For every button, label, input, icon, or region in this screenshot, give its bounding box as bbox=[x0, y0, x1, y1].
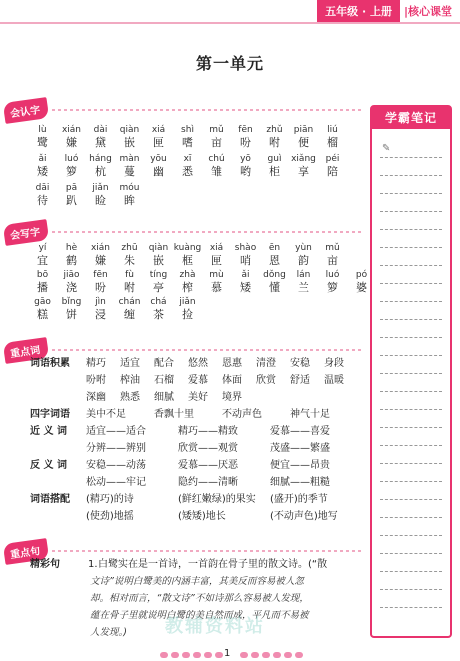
keyword-item: (精巧)的诗 bbox=[86, 494, 134, 505]
section-divider bbox=[52, 349, 364, 351]
hanzi: 吩 bbox=[95, 281, 106, 294]
header-separator: | bbox=[403, 5, 408, 18]
hanzi: 嵌 bbox=[124, 136, 135, 149]
hanzi: 茶 bbox=[153, 308, 164, 321]
char-cell bbox=[57, 269, 86, 295]
hanzi: 咐 bbox=[269, 136, 280, 149]
keyword-item: 茂盛——繁盛 bbox=[270, 443, 330, 454]
char-cell bbox=[202, 153, 231, 179]
keyword-row-label bbox=[30, 440, 86, 457]
hanzi: 箩 bbox=[327, 281, 338, 294]
hanzi: 陪 bbox=[327, 165, 338, 178]
note-line bbox=[380, 607, 442, 608]
keyword-item: 清澄 bbox=[256, 358, 276, 369]
note-line: 却。相对而言，“散文诗”不如诗那么容易被人发现， bbox=[90, 593, 309, 604]
pinyin: zhǔ bbox=[266, 125, 283, 135]
keyword-row-label bbox=[30, 372, 86, 389]
hanzi: 便 bbox=[298, 136, 309, 149]
note-line bbox=[380, 265, 442, 266]
note-line bbox=[380, 211, 442, 212]
pinyin: lán bbox=[296, 270, 311, 280]
keyword-row-label: 反 义 词 bbox=[30, 460, 67, 471]
pinyin: yí bbox=[38, 243, 47, 253]
pinyin: liú bbox=[327, 125, 338, 135]
hanzi: 待 bbox=[37, 194, 48, 207]
keyword-row-label: 词语搭配 bbox=[30, 494, 70, 505]
note-line: 人发现。) bbox=[90, 627, 127, 638]
hanzi: 咐 bbox=[124, 281, 135, 294]
pinyin: yōu bbox=[150, 154, 167, 164]
keyword-row bbox=[30, 355, 362, 372]
section-write bbox=[4, 222, 48, 242]
hanzi: 框 bbox=[182, 254, 193, 267]
hanzi: 恩 bbox=[269, 254, 280, 267]
note-line bbox=[380, 283, 442, 284]
pinyin: gāo bbox=[34, 297, 51, 307]
char-cell bbox=[260, 153, 289, 179]
section-read-tag: 会认字 bbox=[3, 97, 49, 124]
pinyin: mǔ bbox=[325, 243, 340, 253]
char-cell bbox=[28, 296, 57, 322]
pinyin: jiǎn bbox=[92, 183, 109, 193]
char-cell bbox=[144, 296, 173, 322]
pinyin: chán bbox=[118, 297, 141, 307]
char-cell bbox=[144, 242, 173, 268]
char-cell bbox=[86, 269, 115, 295]
char-cell bbox=[115, 182, 144, 208]
sentence-number: 1. bbox=[88, 559, 98, 570]
hanzi: 鹭 bbox=[37, 136, 48, 149]
hanzi: 睑 bbox=[95, 194, 106, 207]
char-row bbox=[28, 296, 202, 322]
char-row bbox=[28, 124, 347, 150]
pinyin: xiǎng bbox=[291, 154, 316, 164]
pinyin: xiá bbox=[151, 125, 166, 135]
char-cell bbox=[115, 242, 144, 268]
char-cell bbox=[173, 269, 202, 295]
keywords-block bbox=[30, 355, 362, 525]
char-row bbox=[28, 269, 376, 295]
keyword-item: 精巧——精致 bbox=[178, 426, 238, 437]
pinyin: luó bbox=[325, 270, 340, 280]
keyword-item: 细腻——粗糙 bbox=[270, 477, 330, 488]
note-line bbox=[380, 535, 442, 536]
keyword-item: 美中不足 bbox=[86, 409, 126, 420]
note-line: 文诗”说明白鹭美的内涵丰富，其美反而容易被人忽 bbox=[90, 576, 304, 587]
keyword-row-label bbox=[30, 389, 86, 406]
pinyin: chá bbox=[150, 297, 167, 307]
hanzi: 捡 bbox=[182, 308, 193, 321]
sentence-text: 白鹭实在是一首诗，一首韵在骨子里的散文诗。(“散 bbox=[98, 559, 328, 570]
hanzi: 享 bbox=[298, 165, 309, 178]
hanzi: 哨 bbox=[240, 254, 251, 267]
pinyin: shào bbox=[234, 243, 257, 253]
char-cell bbox=[57, 296, 86, 322]
hanzi: 吩 bbox=[240, 136, 251, 149]
keyword-item: (不动声色)地写 bbox=[270, 511, 338, 522]
keyword-row-label bbox=[30, 508, 86, 525]
notes-sidebar bbox=[370, 105, 452, 638]
keyword-item: 适宜 bbox=[120, 358, 140, 369]
hanzi: 浸 bbox=[95, 308, 106, 321]
hanzi: 矮 bbox=[37, 165, 48, 178]
char-cell bbox=[115, 269, 144, 295]
char-cell bbox=[173, 153, 202, 179]
section-divider bbox=[52, 550, 364, 552]
keyword-item: 安稳——动荡 bbox=[86, 460, 146, 471]
pinyin: ǎi bbox=[241, 270, 250, 280]
note-line bbox=[380, 175, 442, 176]
char-cell bbox=[231, 269, 260, 295]
note-line bbox=[380, 193, 442, 194]
char-cell bbox=[28, 153, 57, 179]
char-cell bbox=[202, 124, 231, 150]
keyword-item: 松动——牢记 bbox=[86, 477, 146, 488]
note-line bbox=[380, 409, 442, 410]
hanzi: 矮 bbox=[240, 281, 251, 294]
keyword-item: 欣赏 bbox=[256, 375, 276, 386]
pinyin: xián bbox=[90, 243, 111, 253]
keyword-item: 细腻 bbox=[154, 392, 174, 403]
page-dots-left bbox=[160, 652, 223, 658]
keyword-item: 分辨——辨别 bbox=[86, 443, 146, 454]
hanzi: 箩 bbox=[66, 165, 77, 178]
keyword-row bbox=[30, 406, 362, 423]
char-cell bbox=[173, 242, 202, 268]
pinyin: mù bbox=[209, 270, 224, 280]
pinyin: fēn bbox=[238, 125, 253, 135]
pinyin: yō bbox=[240, 154, 251, 164]
pinyin: luó bbox=[64, 154, 79, 164]
pinyin: piān bbox=[293, 125, 314, 135]
pinyin: tíng bbox=[149, 270, 168, 280]
keyword-item: 欣赏——观赏 bbox=[178, 443, 238, 454]
section-sentences-tag: 重点句 bbox=[3, 538, 49, 565]
keyword-item: 身段 bbox=[324, 358, 344, 369]
pinyin: dài bbox=[93, 125, 108, 135]
note-line bbox=[380, 499, 442, 500]
keyword-item: 神气十足 bbox=[290, 409, 330, 420]
char-cell bbox=[289, 269, 318, 295]
pinyin: ēn bbox=[268, 243, 281, 253]
hanzi: 糕 bbox=[37, 308, 48, 321]
hanzi: 懂 bbox=[269, 281, 280, 294]
pinyin: xián bbox=[61, 125, 82, 135]
hanzi: 饼 bbox=[66, 308, 77, 321]
pinyin: zhà bbox=[179, 270, 196, 280]
pencil-icon: ✎ bbox=[382, 143, 391, 154]
keyword-row bbox=[30, 457, 362, 474]
char-cell bbox=[289, 242, 318, 268]
page-header bbox=[317, 0, 460, 22]
char-cell bbox=[289, 153, 318, 179]
section-divider bbox=[52, 231, 364, 233]
pinyin: chú bbox=[208, 154, 225, 164]
hanzi: 亭 bbox=[153, 281, 164, 294]
note-line bbox=[380, 445, 442, 446]
hanzi: 播 bbox=[37, 281, 48, 294]
pinyin: màn bbox=[119, 154, 140, 164]
hanzi: 朱 bbox=[124, 254, 135, 267]
char-cell bbox=[173, 296, 202, 322]
keyword-item: 安稳 bbox=[290, 358, 310, 369]
pinyin: mǔ bbox=[209, 125, 224, 135]
keyword-item: 舒适 bbox=[290, 375, 310, 386]
sidebar-title: 学霸笔记 bbox=[372, 107, 450, 129]
keyword-row bbox=[30, 491, 362, 508]
char-cell bbox=[86, 296, 115, 322]
hanzi: 榨 bbox=[182, 281, 193, 294]
char-cell bbox=[86, 182, 115, 208]
keyword-item: 熟悉 bbox=[120, 392, 140, 403]
pinyin: lù bbox=[38, 125, 47, 135]
pinyin: móu bbox=[119, 183, 140, 193]
pinyin: fù bbox=[125, 270, 134, 280]
char-cell bbox=[57, 242, 86, 268]
keyword-item: (鲜红嫩绿)的果实 bbox=[178, 494, 256, 505]
keyword-row bbox=[30, 423, 362, 440]
keyword-item: (使劲)地摇 bbox=[86, 511, 134, 522]
char-cell bbox=[57, 124, 86, 150]
pinyin: xī bbox=[183, 154, 192, 164]
char-cell bbox=[318, 242, 347, 268]
char-cell bbox=[289, 124, 318, 150]
char-cell bbox=[86, 242, 115, 268]
pinyin: pā bbox=[65, 183, 78, 193]
pinyin: péi bbox=[325, 154, 340, 164]
pinyin: jiāo bbox=[63, 270, 80, 280]
hanzi: 鹤 bbox=[66, 254, 77, 267]
keyword-item: 爱慕 bbox=[188, 375, 208, 386]
note-line bbox=[380, 571, 442, 572]
note-line bbox=[380, 337, 442, 338]
note-line bbox=[380, 463, 442, 464]
char-cell bbox=[28, 182, 57, 208]
char-cell bbox=[144, 269, 173, 295]
pinyin: fēn bbox=[93, 270, 108, 280]
pinyin: pó bbox=[355, 270, 368, 280]
char-cell bbox=[260, 124, 289, 150]
keyword-item: 榨油 bbox=[120, 375, 140, 386]
pinyin: xiá bbox=[209, 243, 224, 253]
course-name: 核心课堂 bbox=[408, 5, 452, 18]
hanzi: 黛 bbox=[95, 136, 106, 149]
note-line bbox=[380, 589, 442, 590]
note-line bbox=[380, 391, 442, 392]
hanzi: 嵌 bbox=[153, 254, 164, 267]
keyword-item: 爱慕——喜爱 bbox=[270, 426, 330, 437]
char-cell bbox=[57, 182, 86, 208]
pinyin: ǎi bbox=[38, 154, 47, 164]
char-cell bbox=[318, 153, 347, 179]
keyword-item: 便宜——昂贵 bbox=[270, 460, 330, 471]
char-cell bbox=[115, 124, 144, 150]
hanzi: 匣 bbox=[211, 254, 222, 267]
hanzi: 宜 bbox=[37, 254, 48, 267]
keyword-row-label: 词语积累 bbox=[30, 358, 70, 369]
sentence-label: 精彩句 bbox=[30, 559, 60, 570]
keyword-item: 深幽 bbox=[86, 392, 106, 403]
course-label bbox=[400, 3, 460, 19]
hanzi: 嫌 bbox=[95, 254, 106, 267]
char-cell bbox=[115, 153, 144, 179]
pinyin: kuàng bbox=[173, 243, 202, 253]
char-cell bbox=[115, 296, 144, 322]
keyword-row bbox=[30, 508, 362, 525]
pinyin: dāi bbox=[35, 183, 50, 193]
keyword-item: 境界 bbox=[222, 392, 242, 403]
keyword-item: (盛开)的季节 bbox=[270, 494, 328, 505]
hanzi: 悉 bbox=[182, 165, 193, 178]
grade-label: 五年级 · 上册 bbox=[317, 0, 400, 22]
keyword-row bbox=[30, 389, 362, 406]
keyword-item: 香飘十里 bbox=[154, 409, 194, 420]
note-line bbox=[380, 517, 442, 518]
keyword-item: 温暖 bbox=[324, 375, 344, 386]
pinyin: shì bbox=[181, 125, 194, 135]
hanzi: 趴 bbox=[66, 194, 77, 207]
hanzi: 榴 bbox=[327, 136, 338, 149]
watermark: 教辅资料站 bbox=[165, 616, 265, 637]
page-number: 1 bbox=[224, 648, 231, 659]
hanzi: 兰 bbox=[298, 281, 309, 294]
char-row bbox=[28, 242, 347, 268]
hanzi: 柜 bbox=[269, 165, 280, 178]
hanzi: 匣 bbox=[153, 136, 164, 149]
keyword-item: 美好 bbox=[188, 392, 208, 403]
keyword-item: 悠然 bbox=[188, 358, 208, 369]
keyword-item: 适宜——适合 bbox=[86, 426, 146, 437]
page-dots-right bbox=[240, 652, 303, 658]
hanzi: 婆 bbox=[356, 281, 367, 294]
keyword-item: 石榴 bbox=[154, 375, 174, 386]
pinyin: dǒng bbox=[263, 270, 286, 280]
char-row bbox=[28, 182, 144, 208]
hanzi: 亩 bbox=[327, 254, 338, 267]
pinyin: háng bbox=[89, 154, 112, 164]
char-cell bbox=[86, 124, 115, 150]
char-cell bbox=[28, 242, 57, 268]
section-read bbox=[4, 100, 48, 120]
hanzi: 杭 bbox=[95, 165, 106, 178]
char-cell bbox=[28, 124, 57, 150]
section-divider bbox=[52, 109, 364, 111]
note-line bbox=[380, 427, 442, 428]
note-line bbox=[380, 355, 442, 356]
keyword-row bbox=[30, 372, 362, 389]
char-row bbox=[28, 153, 347, 179]
keyword-item: 精巧 bbox=[86, 358, 106, 369]
page-title: 第一单元 bbox=[195, 54, 264, 73]
char-cell bbox=[202, 242, 231, 268]
hanzi: 亩 bbox=[211, 136, 222, 149]
hanzi: 缠 bbox=[124, 308, 135, 321]
hanzi: 蔓 bbox=[124, 165, 135, 178]
char-cell bbox=[202, 269, 231, 295]
header-divider bbox=[0, 22, 460, 24]
char-cell bbox=[144, 124, 173, 150]
keyword-item: 吩咐 bbox=[86, 375, 106, 386]
pinyin: jiǎn bbox=[179, 297, 196, 307]
note-line bbox=[380, 553, 442, 554]
char-cell bbox=[318, 269, 347, 295]
hanzi: 嫌 bbox=[66, 136, 77, 149]
keyword-item: 体面 bbox=[222, 375, 242, 386]
note-line bbox=[380, 481, 442, 482]
hanzi: 幽 bbox=[153, 165, 164, 178]
char-cell bbox=[231, 153, 260, 179]
char-cell bbox=[86, 153, 115, 179]
note-line: 蕴在骨子里就说明白鹭的美自然而成，平凡而不易被 bbox=[90, 610, 309, 621]
keyword-row-label bbox=[30, 474, 86, 491]
char-cell bbox=[260, 269, 289, 295]
pinyin: bō bbox=[36, 270, 49, 280]
note-line bbox=[380, 319, 442, 320]
note-line bbox=[380, 247, 442, 248]
pinyin: guì bbox=[267, 154, 282, 164]
note-line bbox=[380, 157, 442, 158]
pinyin: jìn bbox=[95, 297, 106, 307]
char-cell bbox=[231, 242, 260, 268]
pinyin: qiàn bbox=[148, 243, 169, 253]
keyword-item: 配合 bbox=[154, 358, 174, 369]
hanzi: 眸 bbox=[124, 194, 135, 207]
keyword-item: 不动声色 bbox=[222, 409, 262, 420]
hanzi: 浇 bbox=[66, 281, 77, 294]
section-keywords-tag: 重点词 bbox=[3, 337, 49, 364]
keyword-item: 爱慕——厌恶 bbox=[178, 460, 238, 471]
char-cell bbox=[28, 269, 57, 295]
keyword-row bbox=[30, 440, 362, 457]
note-line bbox=[380, 301, 442, 302]
pinyin: zhū bbox=[121, 243, 138, 253]
keyword-row bbox=[30, 474, 362, 491]
hanzi: 雏 bbox=[211, 165, 222, 178]
keyword-row-label: 近 义 词 bbox=[30, 426, 67, 437]
char-cell bbox=[260, 242, 289, 268]
pinyin: qiàn bbox=[119, 125, 140, 135]
pinyin: yùn bbox=[295, 243, 312, 253]
keyword-item: 恩惠 bbox=[222, 358, 242, 369]
hanzi: 慕 bbox=[211, 281, 222, 294]
keyword-item: 隐约——清晰 bbox=[178, 477, 238, 488]
char-cell bbox=[318, 124, 347, 150]
keyword-item: (矮矮)地长 bbox=[178, 511, 226, 522]
hanzi: 哟 bbox=[240, 165, 251, 178]
hanzi: 韵 bbox=[298, 254, 309, 267]
hanzi: 嗜 bbox=[182, 136, 193, 149]
char-cell bbox=[144, 153, 173, 179]
note-line bbox=[380, 229, 442, 230]
char-cell bbox=[231, 124, 260, 150]
char-cell bbox=[173, 124, 202, 150]
keyword-row-label: 四字词语 bbox=[30, 409, 70, 420]
pinyin: hè bbox=[65, 243, 78, 253]
char-cell bbox=[57, 153, 86, 179]
section-write-tag: 会写字 bbox=[3, 219, 49, 246]
pinyin: bǐng bbox=[61, 297, 82, 307]
note-line bbox=[380, 373, 442, 374]
